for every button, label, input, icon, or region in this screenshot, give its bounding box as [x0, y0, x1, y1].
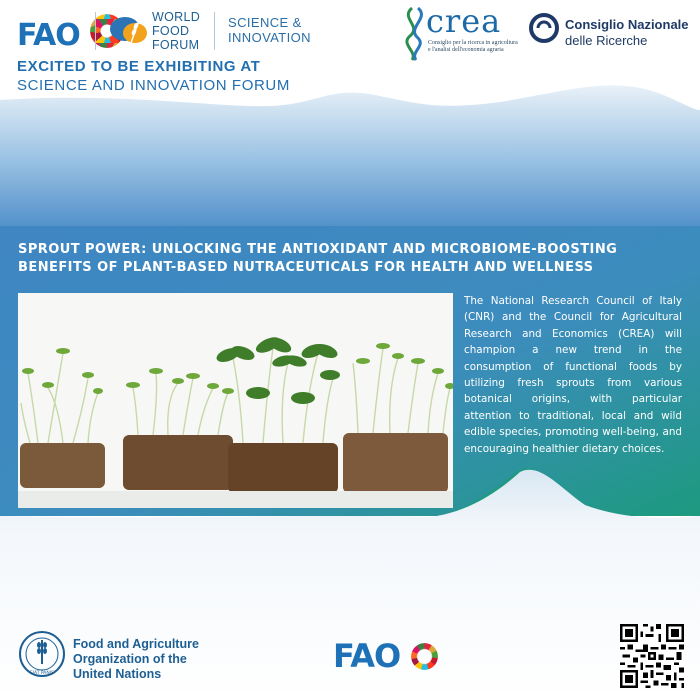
sdg-ring-icon: [411, 643, 438, 670]
sprouts-photo-icon: [18, 293, 453, 508]
fao-logo-bottom: FAO: [333, 640, 438, 672]
fao-logo-top: FAO: [17, 14, 124, 51]
header-divider-2: [214, 12, 215, 50]
svg-text:FIAT PANIS: FIAT PANIS: [30, 671, 54, 676]
fao-emblem-icon: [18, 630, 66, 678]
tagline: EXCITED TO BE EXHIBITING AT SCIENCE AND INNOVATION FORUM: [17, 58, 290, 94]
description-text: The National Research Council of Italy (CNR) and the Council for Agricultural Research and Economics (CREA) will champion a new trend in the consumption of functional foods by utilizing fresh sprouts from various botanical origins, with particular attention to traditional, local and wild edible species, promoting well-being, and encouraging healthier dietary choices.: [464, 295, 682, 455]
qr-code-icon[interactable]: [620, 624, 684, 688]
crea-subtitle: Consiglio per la ricerca in agricoltura e l'analisi dell'economia agraria: [428, 40, 518, 53]
crea-logo: crea: [426, 2, 502, 40]
science-innovation-label: SCIENCE & INNOVATION: [228, 15, 311, 45]
sky-shape: [0, 85, 700, 230]
header-divider: [95, 12, 96, 50]
cnr-logo-icon: [528, 12, 560, 44]
world-food-forum-label: WORLD FOOD FORUM: [152, 10, 201, 52]
fao-full-name: Food and Agriculture Organization of the United Nations: [73, 637, 199, 681]
wheat-icon: [105, 13, 149, 49]
page-title: SPROUT POWER: UNLOCKING THE ANTIOXIDANT AND MICROBIOME-BOOSTING BENEFITS OF PLANT-BASED NUTRACEUTICALS FOR HEALTH AND WELLNESS: [18, 242, 618, 275]
cnr-name: Consiglio Nazionale delle Ricerche: [565, 17, 689, 48]
